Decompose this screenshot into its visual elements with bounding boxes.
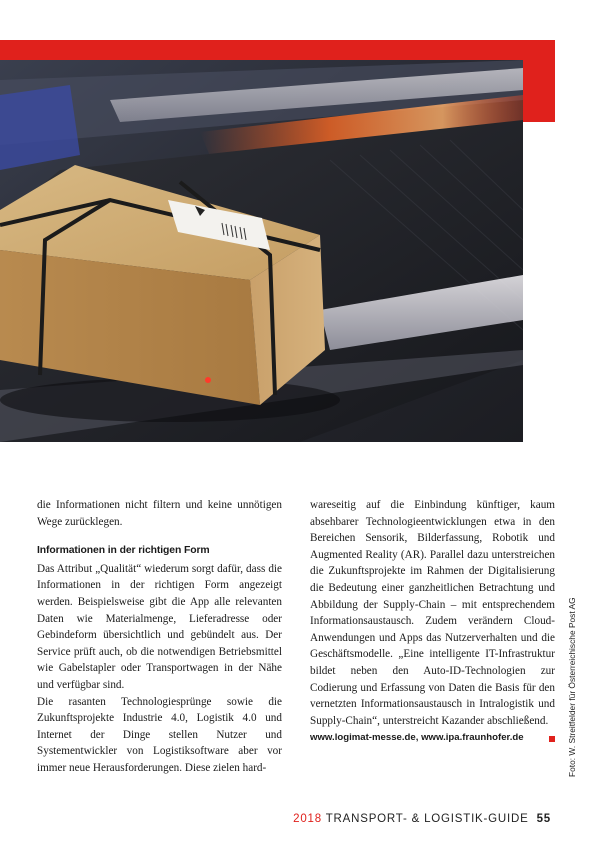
right-paragraph-1: wareseitig auf die Einbindung künftiger, kaum absehbarer Technologieentwicklungen etwa in den Bereichen Sensorik, Bilderfassung, Robotik und Augmented Reality (AR). Parallel dazu unterstreichen die Zukunftsprojekte im Rahmen der Digitalisierung die Bedeutung einer ganzheitlichen Betrachtung und Abbildung der Supply-Chain – mit entsprechendem Informationsaustausch. Zudem verändern Cloud-Anwendungen und Apps das Nutzerverhalten und die Geschäftsmodelle. „Eine intelligente IT-Infrastruktur bildet neben den Auto-ID-Technologien zur Codierung und Erfassung von Daten die Basis für den vernetzten Informationsaustausch in Intralogistik und Supply-Chain“, unterstreicht Kazander abschließend. (310, 499, 555, 727)
page-footer (293, 813, 551, 825)
footer-title: TRANSPORT- & LOGISTIK-GUIDE (325, 813, 529, 825)
page-number: 55 (536, 813, 551, 825)
right-column (310, 497, 555, 747)
left-paragraph-2: Das Attribut „Qualität“ wiederum sorgt dafür, dass die Informationen in der richtigen Form angezeigt werden. Beispielsweise gibt die App alle relevanten Daten wie Materialmenge, Lieferadresse oder Gebindeform übersichtlich und gebündelt aus. Der Service prüft auch, ob die notwendigen Betriebsmittel wie Gabelstapler oder Transportwagen in der Nähe und verfügbar sind. (37, 562, 282, 691)
left-paragraph-3: Die rasanten Technologiesprünge sowie die Zukunftsprojekte Industrie 4.0, Logistik 4.0 und Internet der Dinge stellen Nutzer und Systementwickler von Logistiksoftware aber vor immer neue Herausforderungen. Diese zielen hard- (37, 695, 282, 774)
photo-credit: Foto: W. Streitfelder für Österreichische Post AG (567, 597, 577, 777)
section-subheading: Informationen in der richtigen Form (37, 545, 210, 557)
source-links[interactable]: www.logimat-messe.de, www.ipa.fraunhofer.de (310, 732, 524, 744)
article-end-mark-icon (549, 736, 555, 742)
parcel-on-conveyor-photo (0, 60, 523, 442)
left-paragraph-1: die Informationen nicht filtern und keine unnötigen Wege zurücklegen. (37, 499, 282, 528)
source-links-line (310, 730, 555, 747)
left-column (37, 497, 282, 777)
footer-year: 2018 (293, 813, 322, 825)
